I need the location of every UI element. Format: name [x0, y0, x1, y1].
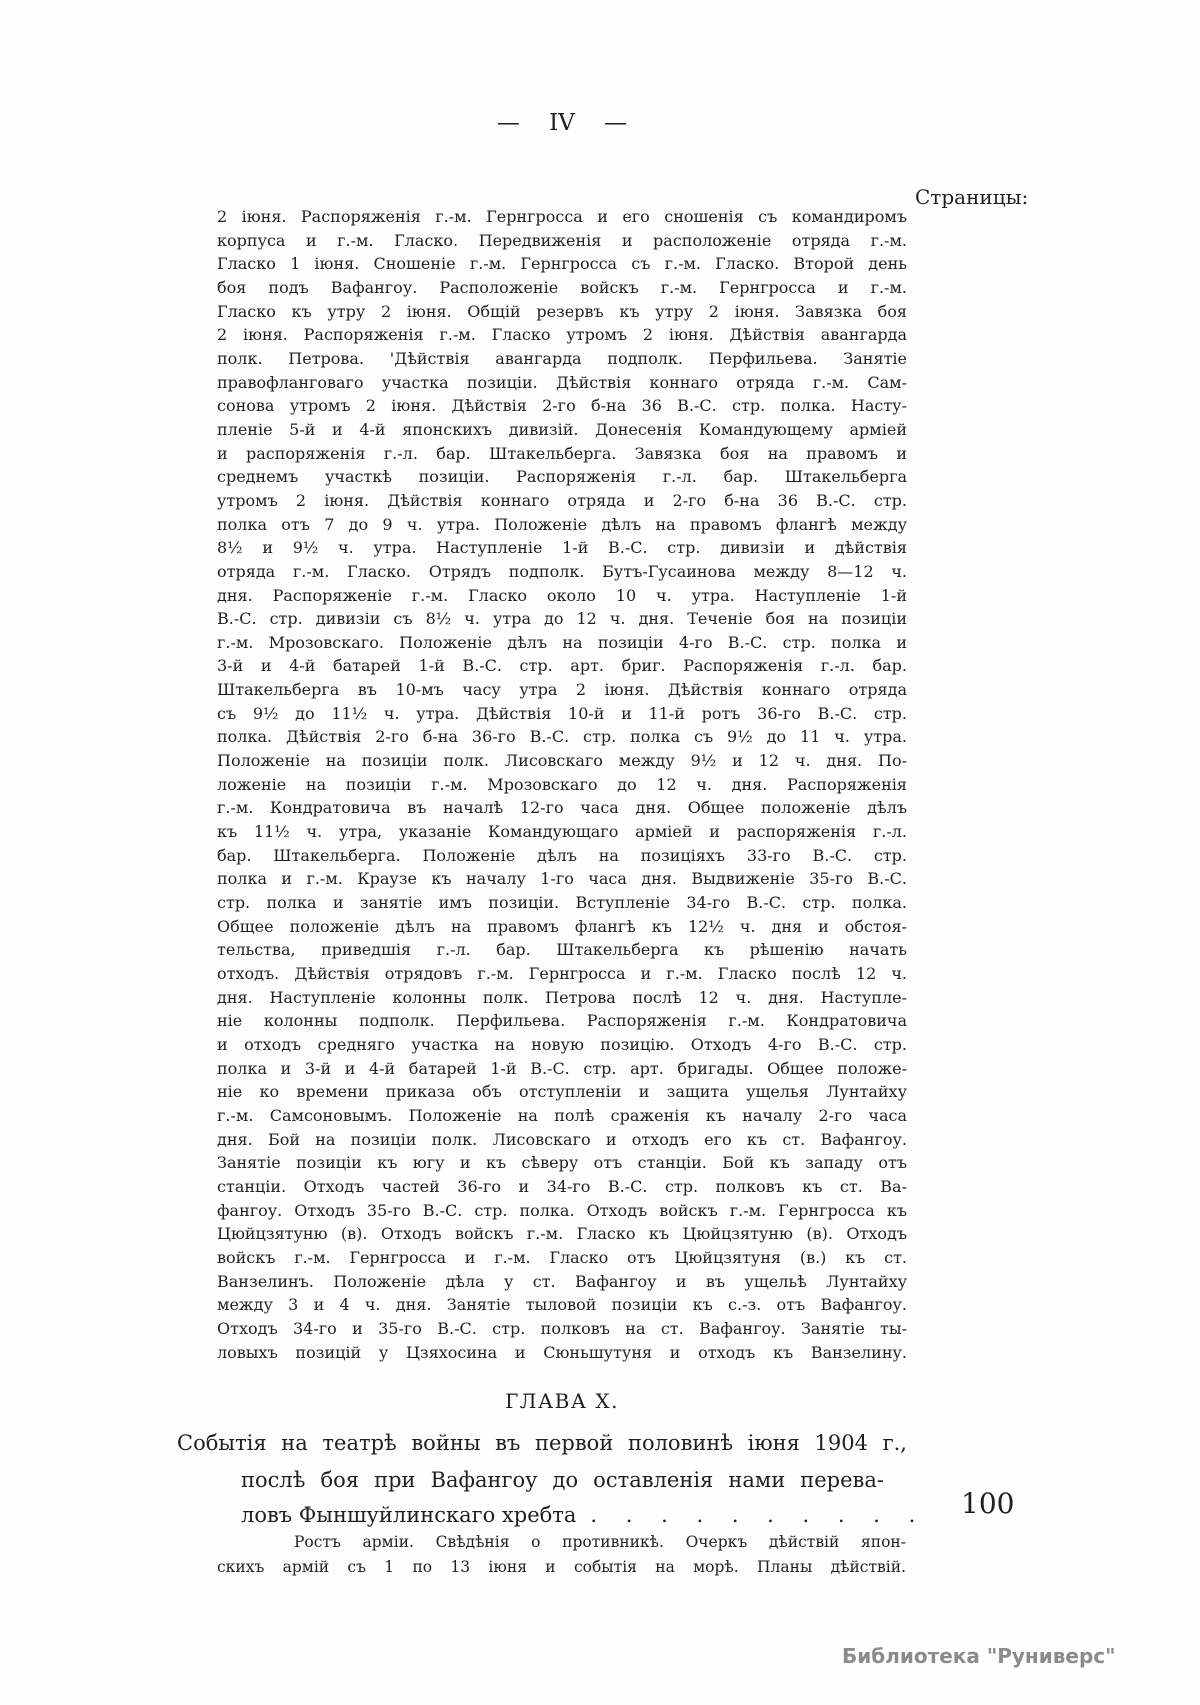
toc-line: 2 іюня. Распоряженія г.-м. Гласко утромъ 2 іюня. Дѣйствія авангарда	[217, 325, 907, 345]
dot-leader: . . . . . . . . . .	[590, 1503, 916, 1527]
page-number-header: — IV —	[496, 110, 628, 136]
toc-line: ложеніе на позиціи г.-м. Мрозовскаго до 12 ч. дня. Распоряженія	[217, 774, 907, 794]
toc-line: Отходъ 34-го и 35-го В.-С. стр. полковъ на ст. Вафангоу. Занятіе ты-	[217, 1318, 907, 1338]
toc-line: 8½ и 9½ ч. утра. Наступленіе 1-й В.-С. стр. дивизіи и дѣйствія	[217, 538, 907, 558]
toc-line: В.-С. стр. дивизіи съ 8½ ч. утра до 12 ч. дня. Теченіе боя на позиціи	[217, 609, 907, 629]
toc-line: къ 11½ ч. утра, указаніе Командующаго арміей и распоряженія г.-л.	[217, 822, 907, 842]
toc-line: ніе ко времени приказа объ отступленіи и защита ущелья Лунтайху	[217, 1082, 907, 1102]
chapter-title-line-1: Событія на театрѣ войны въ первой половинѣ іюня 1904 г.,	[177, 1431, 907, 1455]
toc-line: дня. Бой на позиціи полк. Лисовскаго и отходъ его къ ст. Вафангоу.	[217, 1129, 907, 1149]
toc-line: Штакельберга въ 10-мъ часу утра 2 іюня. Дѣйствія коннаго отряда	[217, 680, 907, 700]
chapter-summary-line-2: скихъ армій съ 1 по 13 іюня и событія на морѣ. Планы дѣйствій.	[217, 1558, 906, 1576]
toc-paragraph	[217, 205, 907, 1364]
toc-line: Гласко къ утру 2 іюня. Общій резервъ къ утру 2 іюня. Завязка боя	[217, 301, 907, 321]
toc-line: Положеніе на позиціи полк. Лисовскаго между 9½ и 12 ч. дня. По-	[217, 751, 907, 771]
toc-line: г.-м. Кондратовича въ началѣ 12-го часа дня. Общее положеніе дѣлъ	[217, 798, 907, 818]
toc-line: и отходъ средняго участка на новую позицію. Отходъ 4-го В.-С. стр.	[217, 1034, 907, 1054]
toc-line: Занятіе позиціи къ югу и къ сѣверу отъ станціи. Бой къ западу отъ	[217, 1153, 907, 1173]
toc-line: отходъ. Дѣйствія отрядовъ г.-м. Гернгросса и г.-м. Гласко послѣ 12 ч.	[217, 964, 907, 983]
toc-line: полка и г.-м. Краузе къ началу 1-го часа дня. Выдвиженіе 35-го В.-С.	[217, 869, 907, 889]
toc-line: фангоу. Отходъ 35-го В.-С. стр. полка. Отходъ войскъ г.-м. Гернгросса къ	[217, 1200, 907, 1220]
toc-line: Цюйцзятуню (в). Отходъ войскъ г.-м. Гласко къ Цюйцзятуню (в). Отходъ	[217, 1224, 907, 1244]
toc-line: Гласко 1 іюня. Сношеніе г.-м. Гернгросса съ г.-м. Гласко. Второй день	[217, 254, 907, 274]
toc-line: станціи. Отходъ частей 36-го и 34-го В.-С. стр. полковъ къ ст. Ва-	[217, 1176, 907, 1196]
toc-line: полка и 3-й и 4-й батарей 1-й В.-С. стр. арт. бригады. Общее положе-	[217, 1058, 907, 1078]
toc-line: сонова утромъ 2 іюня. Дѣйствія 2-го б-на 36 В.-С. стр. полка. Насту-	[217, 396, 907, 416]
toc-line: дня. Наступленіе колонны полк. Петрова послѣ 12 ч. дня. Наступле-	[217, 987, 907, 1007]
toc-line: ніе колонны подполк. Перфильева. Распоряженія г.-м. Кондратовича	[217, 1011, 907, 1031]
toc-line: утромъ 2 іюня. Дѣйствія коннаго отряда и 2-го б-на 36 В.-С. стр.	[217, 490, 907, 510]
chapter-title-line-3	[241, 1503, 915, 1527]
toc-line: боя подъ Вафангоу. Расположеніе войскъ г.-м. Гернгросса и г.-м.	[217, 277, 907, 297]
toc-line: Ванзелинъ. Положеніе дѣла у ст. Вафангоу и въ ущельѣ Лунтайху	[217, 1271, 907, 1291]
toc-line: бар. Штакельберга. Положеніе дѣлъ на позиціяхъ 33-го В.-С. стр.	[217, 845, 907, 865]
runivers-watermark: Библиотека "Руниверс"	[842, 1644, 1116, 1668]
toc-line: ловыхъ позицій у Цзяхосина и Сюньшутуня и отходъ къ Ванзелину.	[217, 1342, 907, 1362]
toc-line: 3-й и 4-й батарей 1-й В.-С. стр. арт. бриг. Распоряженія г.-л. бар.	[217, 656, 907, 676]
toc-line: среднемъ участкѣ позиціи. Распоряженія г.-л. бар. Штакельберга	[217, 467, 907, 487]
toc-line: дня. Распоряженіе г.-м. Гласко около 10 ч. утра. Наступленіе 1-й	[217, 585, 907, 605]
toc-line: и распоряженія г.-л. бар. Штакельберга. Завязка боя на правомъ и	[217, 443, 907, 463]
toc-line: отряда г.-м. Гласко. Отрядъ подполк. Бутъ-Гусаинова между 8—12 ч.	[217, 561, 907, 581]
toc-line: съ 9½ до 11½ ч. утра. Дѣйствія 10-й и 11-й ротъ 36-го В.-С. стр.	[217, 703, 907, 723]
chapter-heading: ГЛАВА X.	[505, 1389, 619, 1413]
toc-line: Общее положеніе дѣлъ на правомъ флангѣ къ 12½ ч. дня и обстоя-	[217, 916, 907, 936]
toc-line: полк. Петрова. 'Дѣйствія авангарда подполк. Перфильева. Занятіе	[217, 348, 907, 368]
toc-line: пленіе 5-й и 4-й японскихъ дивизій. Донесенія Командующему арміей	[217, 419, 907, 439]
chapter-title-line-2: послѣ боя при Вафангоу до оставленія нами перева-	[241, 1468, 884, 1492]
chapter-page-ref: 100	[961, 1487, 1015, 1520]
toc-line: г.-м. Мрозовскаго. Положеніе дѣлъ на позиціи 4-го В.-С. стр. полка и	[217, 632, 907, 652]
toc-line: 2 іюня. Распоряженія г.-м. Гернгросса и его сношенія съ командиромъ	[217, 207, 907, 226]
toc-line: полка отъ 7 до 9 ч. утра. Положеніе дѣлъ на правомъ флангѣ между	[217, 514, 907, 534]
toc-line: полка. Дѣйствія 2-го б-на 36-го В.-С. стр. полка съ 9½ до 11 ч. утра.	[217, 727, 907, 747]
chapter-title-line-3-text: ловъ Фыншуйлинскаго хребта	[241, 1503, 577, 1527]
toc-line: тельства, приведшія г.-л. бар. Штакельберга къ рѣшенію начать	[217, 940, 907, 960]
toc-line: между 3 и 4 ч. дня. Занятіе тыловой позиціи къ с.-з. отъ Вафангоу.	[217, 1295, 907, 1315]
toc-line: стр. полка и занятіе имъ позиціи. Вступленіе 34-го В.-С. стр. полка.	[217, 893, 907, 913]
pages-column-label: Страницы:	[915, 185, 1029, 209]
toc-line: правофланговаго участка позиціи. Дѣйствія коннаго отряда г.-м. Сам-	[217, 372, 907, 392]
toc-line: войскъ г.-м. Гернгросса и г.-м. Гласко отъ Цюйцзятуня (в.) къ ст.	[217, 1247, 907, 1267]
toc-line: корпуса и г.-м. Гласко. Передвиженія и расположеніе отряда г.-м.	[217, 230, 907, 250]
toc-line: г.-м. Самсоновымъ. Положеніе на полѣ сраженія къ началу 2-го часа	[217, 1105, 907, 1125]
chapter-summary-line-1: Ростъ арміи. Свѣдѣнія о противникѣ. Очеркъ дѣйствій япон-	[294, 1533, 906, 1551]
